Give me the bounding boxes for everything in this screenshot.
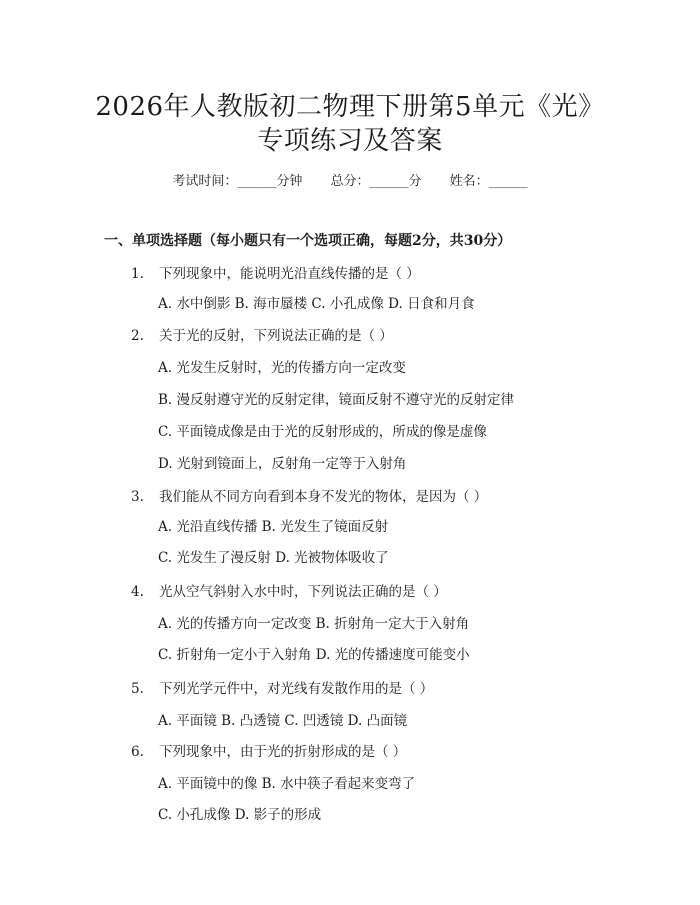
question-3-stem	[131, 485, 487, 505]
question-number: 5.	[131, 681, 144, 697]
question-3-options-cd: C. 光发生了漫反射 D. 光被物体吸收了	[158, 550, 389, 566]
question-5-stem	[131, 677, 433, 697]
question-text: 下列现象中，能说明光沿直线传播的是（ ）	[159, 266, 420, 282]
question-number: 3.	[131, 489, 144, 505]
question-4-stem	[131, 580, 447, 600]
question-2-stem	[131, 324, 393, 344]
question-1-stem	[131, 262, 420, 282]
question-1-options: A. 水中倒影 B. 海市蜃楼 C. 小孔成像 D. 日食和月食	[158, 296, 475, 312]
question-5-options: A. 平面镜 B. 凸透镜 C. 凹透镜 D. 凸面镜	[158, 713, 408, 729]
question-2-option-c: C. 平面镜成像是由于光的反射形成的，所成的像是虚像	[158, 424, 487, 440]
document-title-line1: 2026年人教版初二物理下册第5单元《光》	[95, 92, 605, 122]
question-2-option-a: A. 光发生反射时，光的传播方向一定改变	[158, 360, 406, 376]
question-6-stem	[131, 740, 406, 760]
question-6-options-ab: A. 平面镜中的像 B. 水中筷子看起来变弯了	[158, 776, 416, 792]
question-6-options-cd: C. 小孔成像 D. 影子的形成	[158, 807, 322, 823]
question-text: 下列现象中，由于光的折射形成的是（ ）	[159, 744, 407, 760]
question-number: 4.	[131, 584, 144, 600]
question-2-option-d: D. 光射到镜面上，反射角一定等于入射角	[158, 456, 407, 472]
exam-info-row	[0, 170, 700, 189]
student-name-field: 姓名：______	[449, 174, 528, 189]
question-4-options-ab: A. 光的传播方向一定改变 B. 折射角一定大于入射角	[158, 616, 470, 632]
question-2-option-b: B. 漫反射遵守光的反射定律，镜面反射不遵守光的反射定律	[158, 392, 515, 408]
question-text: 我们能从不同方向看到本身不发光的物体，是因为（ ）	[159, 489, 488, 505]
section-heading: 一、单项选择题（每小题只有一个选项正确，每题2分，共30分）	[104, 233, 512, 249]
question-4-options-cd: C. 折射角一定小于入射角 D. 光的传播速度可能变小	[158, 647, 470, 663]
question-number: 6.	[131, 744, 144, 760]
document-title-line2: 专项练习及答案	[257, 126, 443, 156]
question-text: 关于光的反射，下列说法正确的是（ ）	[159, 328, 393, 344]
question-text: 下列光学元件中，对光线有发散作用的是（ ）	[159, 681, 434, 697]
exam-time-field: 考试时间：______分钟	[172, 174, 303, 189]
total-score-field: 总分：______分	[330, 174, 422, 189]
question-number: 1.	[131, 266, 144, 282]
question-text: 光从空气斜射入水中时，下列说法正确的是（ ）	[159, 584, 447, 600]
question-3-options-ab: A. 光沿直线传播 B. 光发生了镜面反射	[158, 519, 389, 535]
question-number: 2.	[131, 328, 144, 344]
